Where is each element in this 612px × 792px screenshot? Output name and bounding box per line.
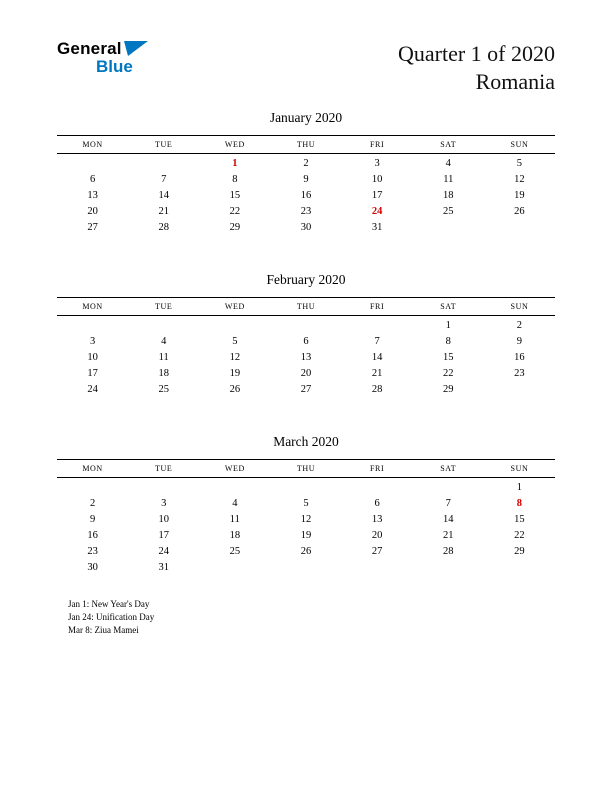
day-cell: 14 xyxy=(158,190,169,201)
day-cell: 10 xyxy=(371,174,383,185)
weekday-header: SUN xyxy=(510,302,529,311)
weekday-header: MON xyxy=(82,302,103,311)
day-cell: 16 xyxy=(300,190,312,201)
day-cell: 2 xyxy=(516,320,523,331)
day-cell: 23 xyxy=(514,368,525,379)
day-cell: 26 xyxy=(300,546,312,557)
month-january xyxy=(57,110,555,236)
weekday-header: SUN xyxy=(510,464,529,473)
legend-item-new-years-day: Jan 1: New Year's Day xyxy=(68,599,150,609)
weekday-header-row xyxy=(57,135,555,154)
day-cell: 7 xyxy=(374,336,380,347)
day-cell: 13 xyxy=(300,352,312,363)
day-cell: 22 xyxy=(229,206,241,217)
logo-text-blue: Blue xyxy=(96,57,133,76)
day-cell: 31 xyxy=(158,562,169,573)
day-cell: 2 xyxy=(303,158,309,169)
day-cell: 2 xyxy=(89,498,96,509)
day-cell: 11 xyxy=(229,514,240,525)
general-blue-logo xyxy=(57,40,148,75)
logo-top-row xyxy=(57,40,148,57)
day-cell: 15 xyxy=(229,190,241,201)
weekday-header: FRI xyxy=(370,464,385,473)
weekday-header: THU xyxy=(296,140,316,149)
day-cell: 24 xyxy=(87,384,98,395)
day-cell: 5 xyxy=(232,336,238,347)
day-cell: 25 xyxy=(158,384,169,395)
page-header xyxy=(57,40,555,96)
months-container xyxy=(57,110,555,576)
day-cell: 19 xyxy=(300,530,312,541)
weekday-header: WED xyxy=(224,140,245,149)
day-cell: 7 xyxy=(161,174,167,185)
day-cell: 18 xyxy=(229,530,241,541)
page-title: Quarter 1 of 2020 xyxy=(397,41,555,66)
day-cell: 11 xyxy=(443,174,454,185)
day-cell: 10 xyxy=(87,352,98,363)
day-cell: 28 xyxy=(158,222,169,233)
month-title: February 2020 xyxy=(266,272,346,287)
day-grid xyxy=(57,478,555,576)
day-cell: 20 xyxy=(300,368,312,379)
weekday-header: TUE xyxy=(155,140,173,149)
day-cell: 18 xyxy=(443,190,454,201)
day-cell: 30 xyxy=(87,562,98,573)
legend-item-unification-day: Jan 24: Unification Day xyxy=(68,612,155,622)
day-cell: 11 xyxy=(158,352,169,363)
day-cell: 18 xyxy=(158,368,169,379)
legend-item-ziua-mamei: Mar 8: Ziua Mamei xyxy=(68,625,139,635)
holiday-legend xyxy=(57,598,555,637)
day-cell: 21 xyxy=(158,206,169,217)
day-cell: 5 xyxy=(303,498,309,509)
holiday-day-cell: 1 xyxy=(232,158,238,169)
day-cell: 3 xyxy=(161,498,167,509)
day-cell: 6 xyxy=(89,174,96,185)
day-cell: 6 xyxy=(374,498,380,509)
month-title: January 2020 xyxy=(269,110,343,125)
day-cell: 17 xyxy=(87,368,98,379)
title-block xyxy=(398,40,555,96)
day-cell: 14 xyxy=(371,352,383,363)
day-cell: 14 xyxy=(443,514,454,525)
day-cell: 24 xyxy=(158,546,169,557)
day-grid xyxy=(57,316,555,398)
day-cell: 15 xyxy=(443,352,454,363)
day-cell: 12 xyxy=(514,174,525,185)
day-cell: 9 xyxy=(303,174,309,185)
day-cell: 28 xyxy=(371,384,383,395)
month-march xyxy=(57,434,555,576)
day-cell: 21 xyxy=(443,530,454,541)
logo-triangle-icon xyxy=(124,41,148,56)
day-cell: 21 xyxy=(371,368,383,379)
holiday-day-cell: 24 xyxy=(371,206,383,217)
day-cell: 9 xyxy=(89,514,96,525)
day-cell: 26 xyxy=(229,384,241,395)
day-cell: 10 xyxy=(158,514,169,525)
day-cell: 13 xyxy=(371,514,383,525)
day-cell: 29 xyxy=(229,222,241,233)
day-cell: 27 xyxy=(87,222,98,233)
holiday-day-cell: 8 xyxy=(516,498,523,509)
day-cell: 1 xyxy=(445,320,451,331)
day-cell: 22 xyxy=(443,368,454,379)
weekday-header: SAT xyxy=(440,464,457,473)
day-grid xyxy=(57,154,555,236)
weekday-header: FRI xyxy=(370,302,385,311)
day-cell: 27 xyxy=(300,384,312,395)
weekday-header: WED xyxy=(224,302,245,311)
day-cell: 1 xyxy=(516,482,523,493)
day-cell: 8 xyxy=(232,174,238,185)
day-cell: 4 xyxy=(445,158,451,169)
day-cell: 7 xyxy=(445,498,451,509)
month-february xyxy=(57,272,555,398)
day-cell: 4 xyxy=(161,336,167,347)
day-cell: 27 xyxy=(371,546,383,557)
weekday-header: TUE xyxy=(155,302,173,311)
logo-text-general: General xyxy=(57,39,122,58)
day-cell: 17 xyxy=(158,530,169,541)
weekday-header-row xyxy=(57,297,555,316)
month-title: March 2020 xyxy=(273,434,339,449)
weekday-header: FRI xyxy=(370,140,385,149)
day-cell: 12 xyxy=(300,514,312,525)
day-cell: 28 xyxy=(443,546,454,557)
day-cell: 12 xyxy=(229,352,241,363)
page-subtitle: Romania xyxy=(475,69,555,94)
day-cell: 25 xyxy=(229,546,241,557)
day-cell: 29 xyxy=(514,546,525,557)
day-cell: 17 xyxy=(371,190,383,201)
day-cell: 23 xyxy=(87,546,98,557)
day-cell: 26 xyxy=(514,206,525,217)
day-cell: 6 xyxy=(303,336,309,347)
weekday-header: SUN xyxy=(510,140,529,149)
day-cell: 23 xyxy=(300,206,312,217)
day-cell: 20 xyxy=(371,530,383,541)
day-cell: 25 xyxy=(443,206,454,217)
weekday-header: SAT xyxy=(440,140,457,149)
day-cell: 19 xyxy=(229,368,241,379)
day-cell: 13 xyxy=(87,190,98,201)
day-cell: 3 xyxy=(374,158,380,169)
day-cell: 4 xyxy=(232,498,238,509)
weekday-header: THU xyxy=(296,464,316,473)
day-cell: 29 xyxy=(443,384,454,395)
weekday-header: SAT xyxy=(440,302,457,311)
weekday-header: TUE xyxy=(155,464,173,473)
day-cell: 15 xyxy=(514,514,525,525)
day-cell: 8 xyxy=(445,336,451,347)
day-cell: 9 xyxy=(516,336,523,347)
day-cell: 19 xyxy=(514,190,525,201)
weekday-header: THU xyxy=(296,302,316,311)
day-cell: 31 xyxy=(371,222,383,233)
day-cell: 5 xyxy=(516,158,523,169)
weekday-header-row xyxy=(57,459,555,478)
day-cell: 16 xyxy=(87,530,98,541)
day-cell: 20 xyxy=(87,206,98,217)
day-cell: 16 xyxy=(514,352,525,363)
weekday-header: MON xyxy=(82,464,103,473)
weekday-header: MON xyxy=(82,140,103,149)
day-cell: 30 xyxy=(300,222,312,233)
weekday-header: WED xyxy=(224,464,245,473)
day-cell: 3 xyxy=(89,336,96,347)
day-cell: 22 xyxy=(514,530,525,541)
